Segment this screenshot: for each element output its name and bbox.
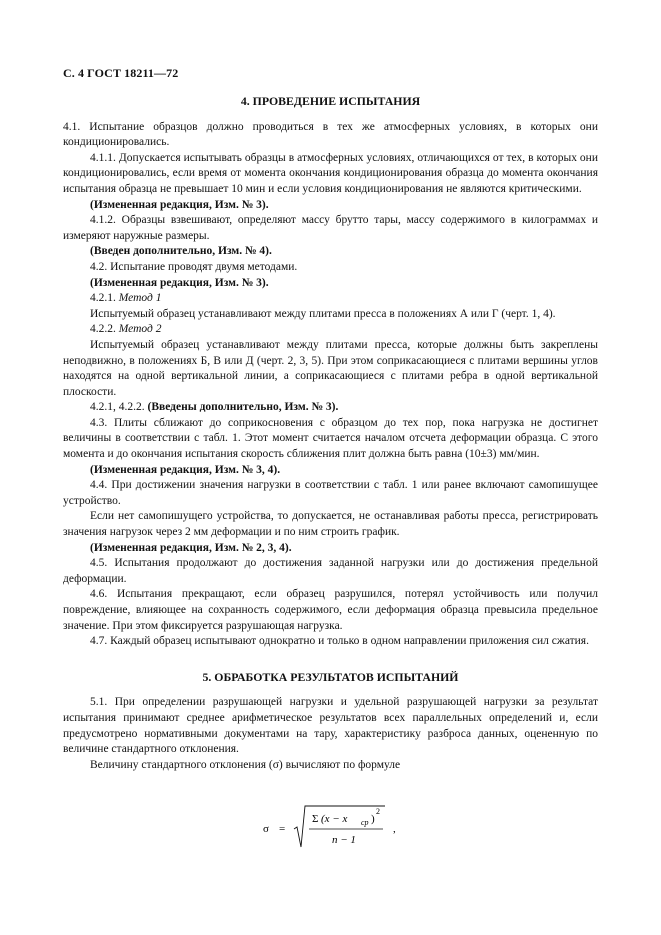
paragraph-4-5: 4.5. Испытания продолжают до достижения заданной нагрузки или до достижения предельной деформации. <box>63 557 598 585</box>
formula-term: (x − x <box>321 813 348 825</box>
formula-sum: Σ <box>312 813 319 825</box>
paragraph-4-2-2: 4.2.2. Метод 2 <box>90 323 162 336</box>
paragraph-4-1: 4.1. Испытание образцов должно проводиться в тех же атмосферных условиях, в которых они кондиционировались. <box>63 120 598 149</box>
paragraph-4-1-2: 4.1.2. Образцы взвешивают, определяют массу брутто тары, массу содержимого в килограммах и измеряют наружные размеры. <box>63 214 598 242</box>
section-4-title: 4. ПРОВЕДЕНИЕ ИСПЫТАНИЯ <box>240 94 421 108</box>
formula-close-paren: ) <box>371 813 375 825</box>
method-1-label: Метод 1 <box>118 292 162 305</box>
amendment-note: (Введен дополнительно, Изм. № 4). <box>90 245 272 258</box>
paragraph-4-4-recorder: Если нет самопишущего устройства, то допускается, не останавливая работы пресса, регистрировать значения нагрузок через 2 мм деформации и по ним строить график. <box>63 510 598 539</box>
method-2-label: Метод 2 <box>118 323 162 336</box>
paragraph-4-3: 4.3. Плиты сближают до соприкосновения с образцом до тех пор, пока нагрузка не достигнет величины в соответствии с табл. 1. Этот момент считается началом отсчета деформации образца. С этого момента и до окончания испытания скорость сближения плит должна быть равна (10±3) мм/мин. <box>63 416 598 461</box>
page-header: С. 4 ГОСТ 18211—72 <box>63 66 179 80</box>
amendment-note: (Измененная редакция, Изм. № 3). <box>90 198 269 211</box>
amendment-note: (Введены дополнительно, Изм. № 3). <box>147 401 339 414</box>
paragraph-4-4: 4.4. При достижении значения нагрузки в соответствии с табл. 1 или ранее включают самопишущее устройство. <box>63 479 598 507</box>
paragraph-5-1: 5.1. При определении разрушающей нагрузки и удельной разрушающей нагрузки за результат испытания принимают среднее арифметическое результатов всех параллельных определений и, если предусмотрено нормативными документами на тару, характеристику разброса данных, оцененную по величине стандартного отклонения. <box>63 696 598 756</box>
paragraph-method-2: Испытуемый образец устанавливают между плитами пресса, которые должны быть закреплены неподвижно, в положениях Б, В или Д (черт. 2, 3, 5). При этом соприкасающиеся с плитами вершины углов находятся на одной вертикальной линии, а соприкасающиеся с плитами ребра в одной вертикальной плоскости. <box>63 338 598 398</box>
formula-subscript: ср <box>361 818 369 827</box>
amendment-note: (Измененная редакция, Изм. № 3, 4). <box>90 463 281 476</box>
paragraph-4-1-1: 4.1.1. Допускается испытывать образцы в атмосферных условиях, отличающихся от тех, в которых они кондиционировались, если время от момента окончания кондиционирования образца до момента окончания испытания образца не превышает 10 мин и если условия кондиционирования не являются критическими. <box>63 151 598 195</box>
formula-power: 2 <box>376 807 380 816</box>
paragraph-4-2-1-4-2-2: 4.2.1, 4.2.2. (Введены дополнительно, Изм. № 3). <box>90 401 339 414</box>
formula-denominator: n − 1 <box>332 834 356 846</box>
amendment-note: (Измененная редакция, Изм. № 2, 3, 4). <box>90 541 292 554</box>
formula-equals: = <box>279 823 286 835</box>
paragraph-4-6: 4.6. Испытания прекращают, если образец разрушился, потерял устойчивость или получил повреждение, влияющее на сохранность содержимого, если деформация образца превысила предельное значение. При этом фиксируется разрушающая нагрузка. <box>63 588 598 632</box>
formula-comma: , <box>393 823 396 835</box>
paragraph-4-2-1: 4.2.1. Метод 1 <box>90 292 162 305</box>
section-5-title: 5. ОБРАБОТКА РЕЗУЛЬТАТОВ ИСПЫТАНИЙ <box>202 669 459 684</box>
amendment-note: (Измененная редакция, Изм. № 3). <box>90 276 269 289</box>
formula-sigma: σ <box>263 823 269 835</box>
document-body <box>63 94 598 773</box>
paragraph-4-2: 4.2. Испытание проводят двумя методами. <box>90 260 298 273</box>
std-deviation-formula <box>263 803 413 851</box>
paragraph-method-1: Испытуемый образец устанавливают между плитами пресса в положениях А или Г (черт. 1, 4). <box>90 307 556 320</box>
paragraph-formula-intro: Величину стандартного отклонения (σ) вычисляют по формуле <box>90 758 401 771</box>
paragraph-4-7: 4.7. Каждый образец испытывают однократно и только в одном направлении приложения сил сжатия. <box>90 635 589 648</box>
